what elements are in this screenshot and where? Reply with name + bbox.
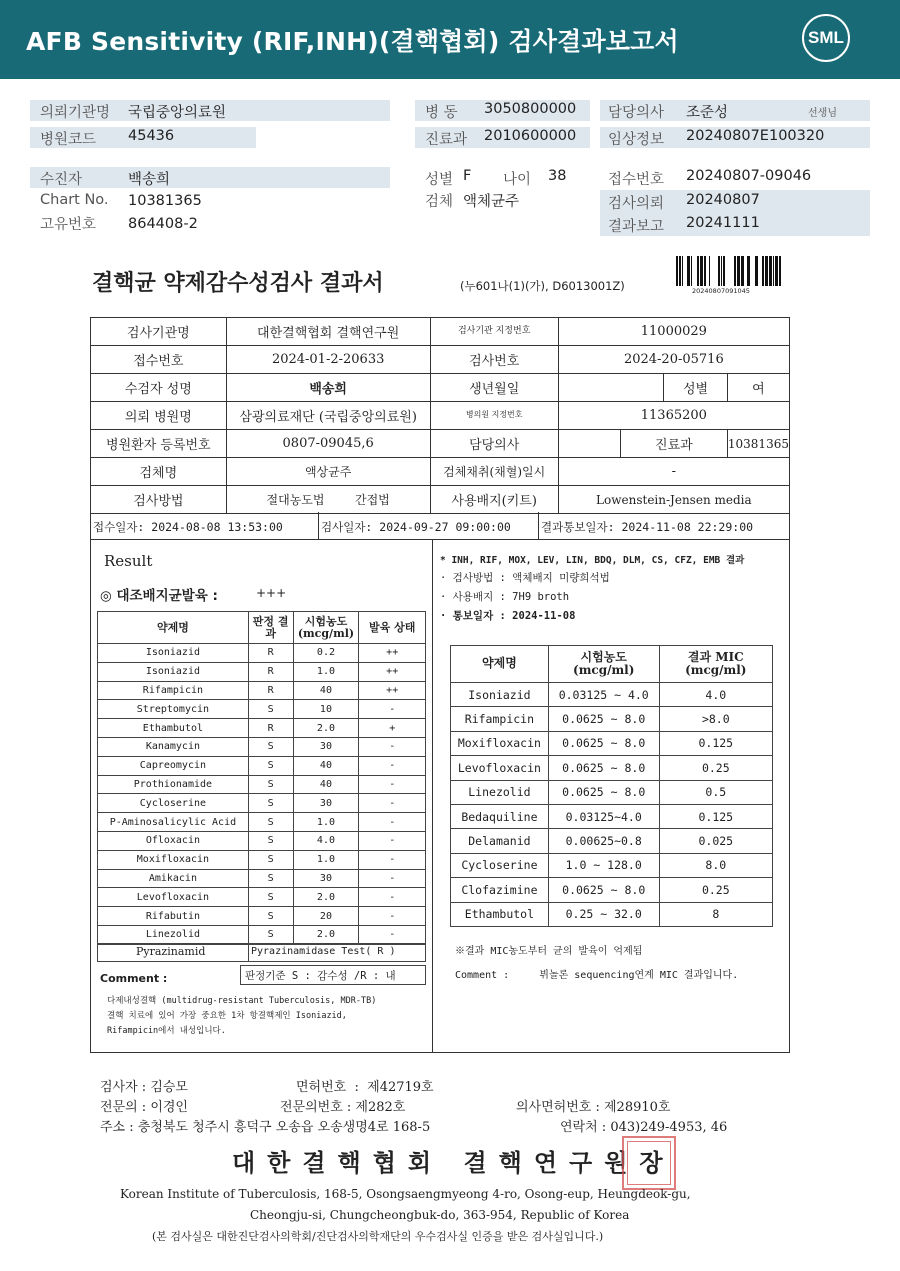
concentration: 30 — [293, 869, 359, 888]
barcode-bar — [734, 256, 736, 286]
result-label: Result — [104, 552, 153, 570]
address: 주소 : 충청북도 청주시 흥덕구 오송읍 오송생명4로 168-5 — [100, 1120, 431, 1135]
dept-value: 2010600000 — [484, 128, 577, 144]
right-note-2: · 검사방법 : 액체배지 미량희석법 — [440, 572, 610, 584]
institution-label: 의뢰기관명 — [40, 105, 111, 121]
mic-range: 0.0625 ~ 8.0 — [548, 756, 659, 780]
mic-row — [451, 878, 773, 902]
unique-value: 864408-2 — [128, 216, 198, 232]
concentration: 1.0 — [293, 662, 359, 681]
concentration: 40 — [293, 756, 359, 775]
received-date: 접수일자: 2024-08-08 13:53:00 — [93, 520, 283, 534]
certification-note: (본 검사실은 대한진단검사의학회/진단검사의학재단의 우수검사실 인증을 받은 검사실입니다.) — [152, 1230, 604, 1243]
mic-drug-name: Levofloxacin — [451, 756, 549, 780]
report-title: AFB Sensitivity (RIF,INH)(결핵협회) 검사결과보고서 — [26, 27, 679, 56]
clinical-label: 임상정보 — [608, 132, 665, 148]
mic-table: 약제명 시험농도 (mcg/ml) 결과 MIC (mcg/ml) Isoniazid 0.03125 ~ 4.0 4.0 Rifampicin 0.0625 ~ 8.0 >8.0 Moxifloxacin 0.0625 ~ 8.0 0.125 Levofloxacin 0.0625 ~ 8.0 0.25 Linezolid 0.0625 ~ 8.0 0.5 Bedaquiline 0.03125~4.0 0.125 Delamanid 0.00625~0.8 0.025 Cycloserine 1.0 ~ 128.0 8.0 Clofazimine 0.0625 ~ 8.0 0.25 Ethambutol 0.25 ~ 32.0 8 — [450, 645, 773, 927]
mic-range: 0.0625 ~ 8.0 — [548, 707, 659, 731]
growth: + — [359, 719, 426, 738]
drug-name: Prothionamide — [98, 775, 249, 794]
mic-range: 0.0625 ~ 8.0 — [548, 731, 659, 755]
drug-name: Ofloxacin — [98, 831, 249, 850]
judgement: R — [248, 681, 293, 700]
report-value: 20241111 — [686, 215, 760, 231]
drug-row — [98, 719, 426, 738]
ward-value: 3050800000 — [484, 101, 577, 117]
judgement: R — [248, 644, 293, 663]
judgement: S — [248, 737, 293, 756]
pyrazinamid-label: Pyrazinamid — [136, 945, 206, 958]
doctor-value: 조준성 — [686, 105, 729, 121]
mic-row — [451, 756, 773, 780]
concentration: 40 — [293, 775, 359, 794]
mic-result: 4.0 — [659, 683, 772, 707]
drug-row — [98, 700, 426, 719]
mic-row — [451, 804, 773, 828]
ward-label: 병 동 — [425, 105, 458, 121]
info-table: 검사기관명 대한결핵협회 결핵연구원 검사기관 지정번호 11000029 접수번호 2024-01-2-20633 검사번호 2024-20-05716 수검자 성명 백송희 생년월일 성별 여 의뢰 병원명 삼광의료재단 (국립중앙의료원) 병의원 지정번호 11365200 병원환자 등록번호 0807-09045,6 담당의사 진료과 10381365 검체명 액상균주 검체채취(채혈)일시 - 검사방법 절대농도법 간접법 사용배지(키트) Lowenstein-Jensen media — [90, 317, 790, 514]
barcode-bar — [721, 256, 722, 286]
drug-row — [98, 907, 426, 926]
growth: ++ — [359, 681, 426, 700]
criteria-text: 판정기준 S : 감수성 /R : 내 — [245, 970, 396, 982]
right-note-1: * INH, RIF, MOX, LEV, LIN, BDQ, DLM, CS, CFZ, EMB 결과 — [440, 555, 745, 566]
barcode-bar — [747, 256, 750, 286]
concentration: 10 — [293, 700, 359, 719]
age-value: 38 — [548, 168, 567, 184]
organization-name: 대한결핵협회 결핵연구원장 — [232, 1148, 675, 1177]
mic-row — [451, 853, 773, 877]
sml-logo: SML — [802, 14, 850, 62]
doctor-license: 의사면허번호 : 제28910호 — [516, 1100, 671, 1115]
official-seal-stamp — [622, 1136, 676, 1190]
chart-value: 10381365 — [128, 193, 202, 209]
concentration: 40 — [293, 681, 359, 700]
hospital-code-label: 병원코드 — [40, 132, 97, 148]
examinee-value: 백송희 — [128, 172, 171, 188]
mic-result: 8 — [659, 902, 772, 926]
expert: 전문의 : 이경인 — [100, 1100, 188, 1115]
mic-range: 0.00625~0.8 — [548, 829, 659, 853]
growth: - — [359, 737, 426, 756]
growth: - — [359, 775, 426, 794]
doctor-suffix: 선생님 — [808, 108, 837, 119]
growth: - — [359, 831, 426, 850]
drug-row — [98, 831, 426, 850]
mic-drug-name: Bedaquiline — [451, 804, 549, 828]
result-sheet-title: 결핵균 약제감수성검사 결과서 — [92, 270, 384, 296]
concentration: 4.0 — [293, 831, 359, 850]
growth: - — [359, 700, 426, 719]
mic-range: 0.03125 ~ 4.0 — [548, 683, 659, 707]
drug-name: Linezolid — [98, 925, 249, 944]
mic-row — [451, 683, 773, 707]
mic-row — [451, 780, 773, 804]
barcode-bar — [775, 256, 778, 286]
contact: 연락처 : 043)249-4953, 46 — [560, 1120, 728, 1135]
mic-result: >8.0 — [659, 707, 772, 731]
mic-drug-name: Clofazimine — [451, 878, 549, 902]
drug-name: Rifampicin — [98, 681, 249, 700]
hospital-code-value: 45436 — [128, 128, 175, 144]
request-label: 검사의뢰 — [608, 196, 665, 212]
comment-line-1: 다제내성결핵 (multidrug-resistant Tuberculosis, MDR-TB) — [107, 996, 377, 1006]
drug-row — [98, 681, 426, 700]
growth: - — [359, 756, 426, 775]
concentration: 2.0 — [293, 925, 359, 944]
mic-range: 0.0625 ~ 8.0 — [548, 878, 659, 902]
barcode-bar — [709, 256, 710, 286]
drug-row — [98, 869, 426, 888]
mic-row — [451, 829, 773, 853]
barcode-bar — [765, 256, 768, 286]
growth: - — [359, 925, 426, 944]
drug-name: P-Aminosalicylic Acid — [98, 813, 249, 832]
judgement: S — [248, 888, 293, 907]
pyrazinamid-test: Pyrazinamidase Test( R ) — [251, 946, 396, 957]
mic-result: 8.0 — [659, 853, 772, 877]
english-address-2: Cheongju-si, Chungcheongbuk-do, 363-954, Republic of Korea — [250, 1208, 630, 1222]
concentration: 30 — [293, 794, 359, 813]
expert-no: 전문의번호 : 제282호 — [280, 1100, 406, 1115]
drug-name: Cycloserine — [98, 794, 249, 813]
mic-range: 1.0 ~ 128.0 — [548, 853, 659, 877]
drug-row — [98, 662, 426, 681]
drug-name: Rifabutin — [98, 907, 249, 926]
judgement: S — [248, 925, 293, 944]
mic-footnote: ※결과 MIC농도부터 균의 발육이 억제됨 — [455, 946, 643, 957]
barcode-bar — [718, 256, 720, 286]
right-note-3: · 사용배지 : 7H9 broth — [440, 591, 570, 603]
mic-range: 0.03125~4.0 — [548, 804, 659, 828]
mic-result: 0.25 — [659, 878, 772, 902]
judgement: S — [248, 813, 293, 832]
tester: 검사자 : 김승모 — [100, 1080, 188, 1095]
specimen-value: 액체균주 — [463, 194, 520, 210]
concentration: 1.0 — [293, 813, 359, 832]
drug-row — [98, 794, 426, 813]
report-header — [0, 0, 900, 79]
judgement: S — [248, 869, 293, 888]
sex-value: F — [463, 168, 472, 184]
drug-name: Capreomycin — [98, 756, 249, 775]
chart-label: Chart No. — [40, 192, 109, 208]
growth: - — [359, 813, 426, 832]
growth: ++ — [359, 644, 426, 663]
drug-row — [98, 644, 426, 663]
mic-result: 0.5 — [659, 780, 772, 804]
report-label: 결과보고 — [608, 219, 665, 235]
clinical-value: 20240807E100320 — [686, 128, 825, 144]
mic-drug-name: Delamanid — [451, 829, 549, 853]
judgement: R — [248, 662, 293, 681]
drug-row — [98, 925, 426, 944]
growth: - — [359, 907, 426, 926]
judgement: S — [248, 794, 293, 813]
mic-comment: Comment : 뷔놀론 sequencing연계 MIC 결과입니다. — [455, 970, 739, 981]
comment-line-2: 결핵 치료에 있어 가장 중요한 1차 항결핵제인 Isoniazid, — [107, 1011, 347, 1021]
control-value: +++ — [256, 586, 287, 600]
drug-name: Amikacin — [98, 869, 249, 888]
barcode-bar — [737, 256, 740, 286]
drug-row — [98, 813, 426, 832]
mic-range: 0.0625 ~ 8.0 — [548, 780, 659, 804]
mic-result: 0.25 — [659, 756, 772, 780]
receipt-value: 20240807-09046 — [686, 168, 812, 184]
judgement: S — [248, 775, 293, 794]
absolute-concentration-table: 약제명 판정 결과 시험농도 (mcg/ml) 발육 상태 Isoniazid R 0.2 ++ Isoniazid R 1.0 ++ Rifampicin R 40 ++ Streptomycin S 10 - Ethambutol R 2.0 + Kanamycin S 30 - Capreomycin S 40 - Prothionamide S 40 - Cycloserine S 30 - P-Aminosalicylic Acid S 1.0 - Ofloxacin S 4.0 - Moxifloxacin S 1.0 - Amikacin S 30 - Levofloxacin S 2.0 - Rifabutin S 20 - Linezolid S 2.0 - — [97, 611, 426, 945]
barcode-bar — [779, 256, 781, 286]
barcode-bar — [741, 256, 744, 286]
control-label: ◎ 대조배지균발육 : — [100, 588, 218, 604]
drug-name: Levofloxacin — [98, 888, 249, 907]
sex-label: 성별 — [425, 172, 454, 188]
mic-drug-name: Cycloserine — [451, 853, 549, 877]
mic-result: 0.125 — [659, 804, 772, 828]
barcode-bar — [687, 256, 690, 286]
concentration: 0.2 — [293, 644, 359, 663]
barcode-bar — [676, 256, 678, 286]
drug-name: Streptomycin — [98, 700, 249, 719]
concentration: 20 — [293, 907, 359, 926]
barcode-bar — [700, 256, 703, 286]
mic-row — [451, 731, 773, 755]
mic-result: 0.025 — [659, 829, 772, 853]
drug-row — [98, 775, 426, 794]
barcode-bar — [691, 256, 692, 286]
barcode-bar — [697, 256, 699, 286]
age-label: 나이 — [503, 172, 532, 188]
result-sheet-subtitle: (누601나(1)(가), D6013001Z) — [460, 279, 625, 293]
mic-drug-name: Moxifloxacin — [451, 731, 549, 755]
barcode-bar — [769, 256, 772, 286]
left-comment-label: Comment : — [100, 972, 168, 985]
barcode-bar — [679, 256, 681, 286]
receipt-label: 접수번호 — [608, 172, 665, 188]
concentration: 2.0 — [293, 719, 359, 738]
comment-line-3: Rifampicin에서 내성입니다. — [107, 1026, 226, 1036]
growth: - — [359, 869, 426, 888]
judgement: S — [248, 756, 293, 775]
right-note-4: · 통보일자 : 2024-11-08 — [440, 610, 576, 622]
drug-name: Isoniazid — [98, 662, 249, 681]
judgement: R — [248, 719, 293, 738]
institution-value: 국립중앙의료원 — [128, 105, 227, 121]
drug-row — [98, 756, 426, 775]
judgement: S — [248, 850, 293, 869]
drug-row — [98, 737, 426, 756]
judgement: S — [248, 700, 293, 719]
barcode-bar — [682, 256, 683, 286]
barcode — [676, 256, 784, 286]
doctor-label: 담당의사 — [608, 105, 665, 121]
mic-range: 0.25 ~ 32.0 — [548, 902, 659, 926]
growth: - — [359, 888, 426, 907]
barcode-bar — [723, 256, 725, 286]
examinee-label: 수진자 — [40, 172, 83, 188]
drug-name: Isoniazid — [98, 644, 249, 663]
drug-row — [98, 850, 426, 869]
growth: - — [359, 794, 426, 813]
drug-row — [98, 888, 426, 907]
judgement: S — [248, 907, 293, 926]
english-address-1: Korean Institute of Tuberculosis, 168-5, Osongsaengmyeong 4-ro, Osong-eup, Heungdeok-gu, — [120, 1187, 691, 1201]
tester-license: 면허번호 : 제42719호 — [296, 1080, 434, 1095]
mic-drug-name: Ethambutol — [451, 902, 549, 926]
concentration: 1.0 — [293, 850, 359, 869]
mic-row — [451, 707, 773, 731]
growth: - — [359, 850, 426, 869]
mic-result: 0.125 — [659, 731, 772, 755]
unique-label: 고유번호 — [40, 217, 97, 233]
drug-name: Kanamycin — [98, 737, 249, 756]
concentration: 30 — [293, 737, 359, 756]
tested-date: 검사일자: 2024-09-27 09:00:00 — [321, 520, 511, 534]
mic-row — [451, 902, 773, 926]
judgement: S — [248, 831, 293, 850]
notified-date: 결과통보일자: 2024-11-08 22:29:00 — [541, 520, 754, 534]
mic-drug-name: Isoniazid — [451, 683, 549, 707]
drug-name: Ethambutol — [98, 719, 249, 738]
request-value: 20240807 — [686, 192, 760, 208]
barcode-text: 20240807091045 — [692, 287, 750, 295]
growth: ++ — [359, 662, 426, 681]
mic-drug-name: Linezolid — [451, 780, 549, 804]
drug-name: Moxifloxacin — [98, 850, 249, 869]
concentration: 2.0 — [293, 888, 359, 907]
barcode-bar — [704, 256, 706, 286]
specimen-label: 검체 — [425, 194, 454, 210]
dept-label: 진료과 — [425, 132, 468, 148]
barcode-bar — [755, 256, 758, 286]
barcode-bar — [773, 256, 774, 286]
barcode-bar — [762, 256, 764, 286]
mic-drug-name: Rifampicin — [451, 707, 549, 731]
